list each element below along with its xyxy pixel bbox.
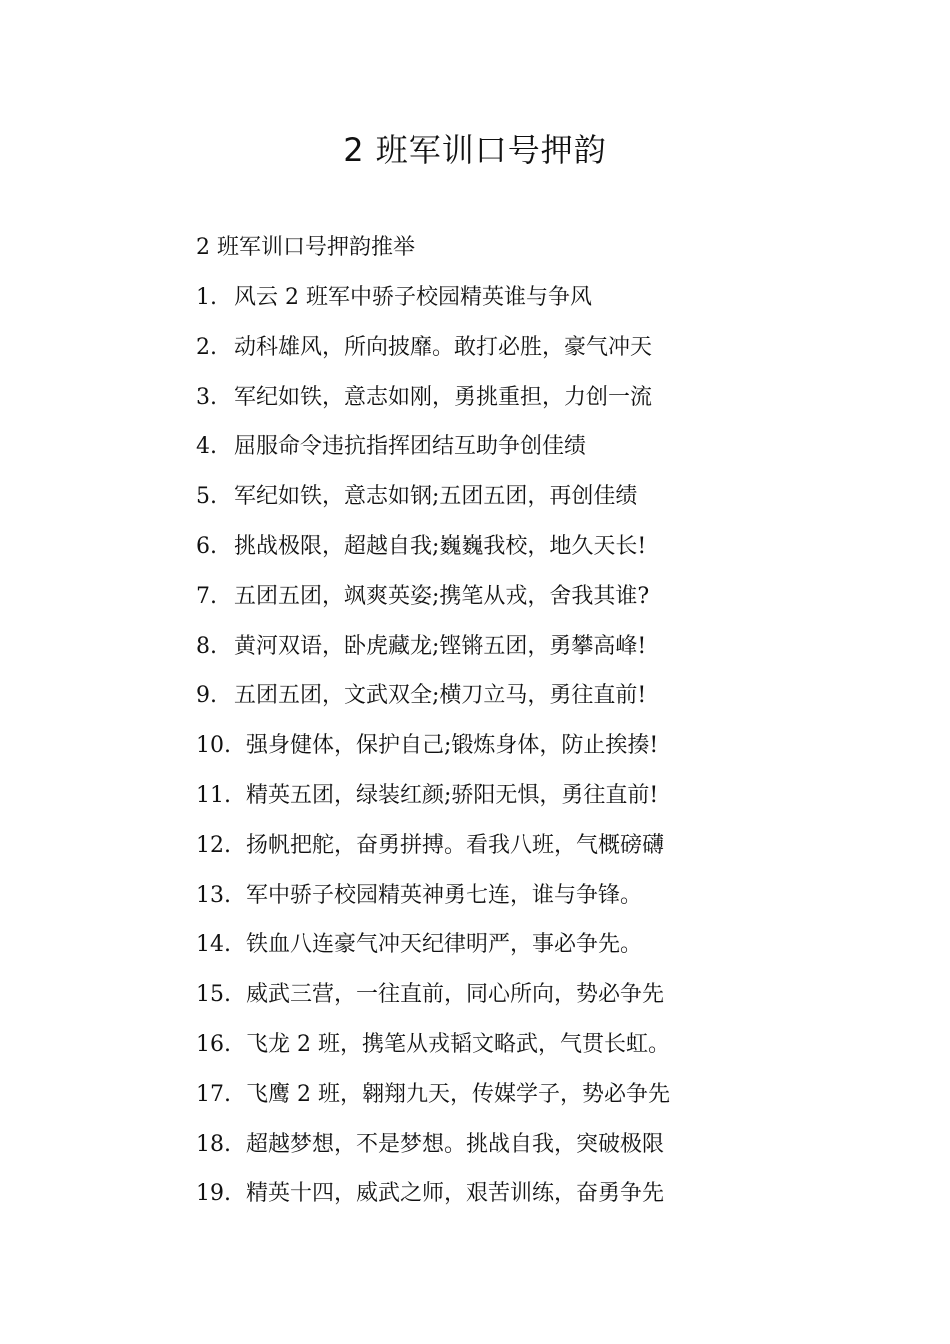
item-number: 8. bbox=[196, 633, 217, 659]
item-text: 风云 2 班军中骄子校园精英谁与争风 bbox=[234, 285, 592, 310]
item-number: 11. bbox=[196, 782, 231, 808]
list-item bbox=[196, 1125, 796, 1175]
item-number: 19. bbox=[196, 1181, 231, 1207]
item-text: 精英十四，威武之师，艰苦训练，奋勇争先 bbox=[246, 1181, 665, 1207]
list-item bbox=[196, 527, 796, 577]
list-item bbox=[196, 776, 796, 826]
item-text: 五团五团，文武双全;横刀立马，勇往直前! bbox=[234, 683, 647, 709]
list-item bbox=[196, 1025, 796, 1075]
list-item bbox=[196, 1075, 796, 1125]
item-number: 16. bbox=[196, 1031, 231, 1057]
item-text: 挑战极限，超越自我;巍巍我校，地久天长! bbox=[234, 533, 647, 559]
item-number: 14. bbox=[196, 932, 231, 958]
list-item bbox=[196, 826, 796, 876]
list-item bbox=[196, 876, 796, 926]
item-text: 超越梦想，不是梦想。挑战自我，突破极限 bbox=[246, 1131, 665, 1157]
list-item bbox=[196, 676, 796, 726]
item-number: 1. bbox=[196, 285, 217, 310]
slogan-list bbox=[196, 278, 796, 1224]
item-text: 强身健体，保护自己;锻炼身体，防止挨揍! bbox=[246, 733, 659, 759]
item-text: 扬帆把舵，奋勇拼搏。看我八班，气概磅礴 bbox=[246, 832, 665, 858]
item-number: 9. bbox=[196, 683, 217, 709]
list-item bbox=[196, 726, 796, 776]
item-number: 12. bbox=[196, 832, 231, 858]
item-number: 5. bbox=[196, 484, 217, 510]
item-text: 军纪如铁，意志如刚，勇挑重担，力创一流 bbox=[234, 384, 653, 410]
item-number: 17. bbox=[196, 1081, 231, 1107]
item-text: 铁血八连豪气冲天纪律明严，事必争先。 bbox=[246, 932, 643, 958]
item-number: 10. bbox=[196, 733, 231, 759]
list-item bbox=[196, 278, 796, 328]
document-title: 2 班军训口号押韵 bbox=[343, 131, 607, 169]
list-item bbox=[196, 975, 796, 1025]
document-body bbox=[196, 228, 796, 1224]
item-text: 飞鹰 2 班，翱翔九天，传媒学子，势必争先 bbox=[246, 1081, 670, 1107]
item-number: 4. bbox=[196, 434, 217, 460]
item-text: 军纪如铁，意志如钢;五团五团，再创佳绩 bbox=[234, 484, 638, 510]
item-number: 15. bbox=[196, 982, 231, 1008]
list-item bbox=[196, 577, 796, 627]
item-text: 五团五团，飒爽英姿;携笔从戎，舍我其谁? bbox=[234, 583, 650, 609]
item-text: 黄河双语，卧虎藏龙;铿锵五团，勇攀高峰! bbox=[234, 633, 647, 659]
item-number: 2. bbox=[196, 334, 217, 360]
list-item bbox=[196, 328, 796, 378]
item-text: 飞龙 2 班，携笔从戎韬文略武，气贯长虹。 bbox=[246, 1031, 670, 1057]
list-item bbox=[196, 925, 796, 975]
item-text: 军中骄子校园精英神勇七连，谁与争锋。 bbox=[246, 882, 643, 908]
list-item bbox=[196, 378, 796, 428]
item-text: 威武三营，一往直前，同心所向，势必争先 bbox=[246, 982, 665, 1008]
item-number: 18. bbox=[196, 1131, 231, 1157]
list-item bbox=[196, 427, 796, 477]
list-item bbox=[196, 627, 796, 677]
item-number: 7. bbox=[196, 583, 217, 609]
item-text: 动科雄风，所向披靡。敢打必胜，豪气冲天 bbox=[234, 334, 653, 360]
list-item bbox=[196, 477, 796, 527]
section-heading: 2 班军训口号押韵推举 bbox=[196, 235, 415, 260]
item-number: 6. bbox=[196, 533, 217, 559]
item-text: 屈服命令违抗指挥团结互助争创佳绩 bbox=[234, 434, 587, 460]
item-number: 3. bbox=[196, 384, 217, 410]
list-item bbox=[196, 1174, 796, 1224]
item-text: 精英五团，绿装红颜;骄阳无惧，勇往直前! bbox=[246, 782, 659, 808]
item-number: 13. bbox=[196, 882, 231, 908]
